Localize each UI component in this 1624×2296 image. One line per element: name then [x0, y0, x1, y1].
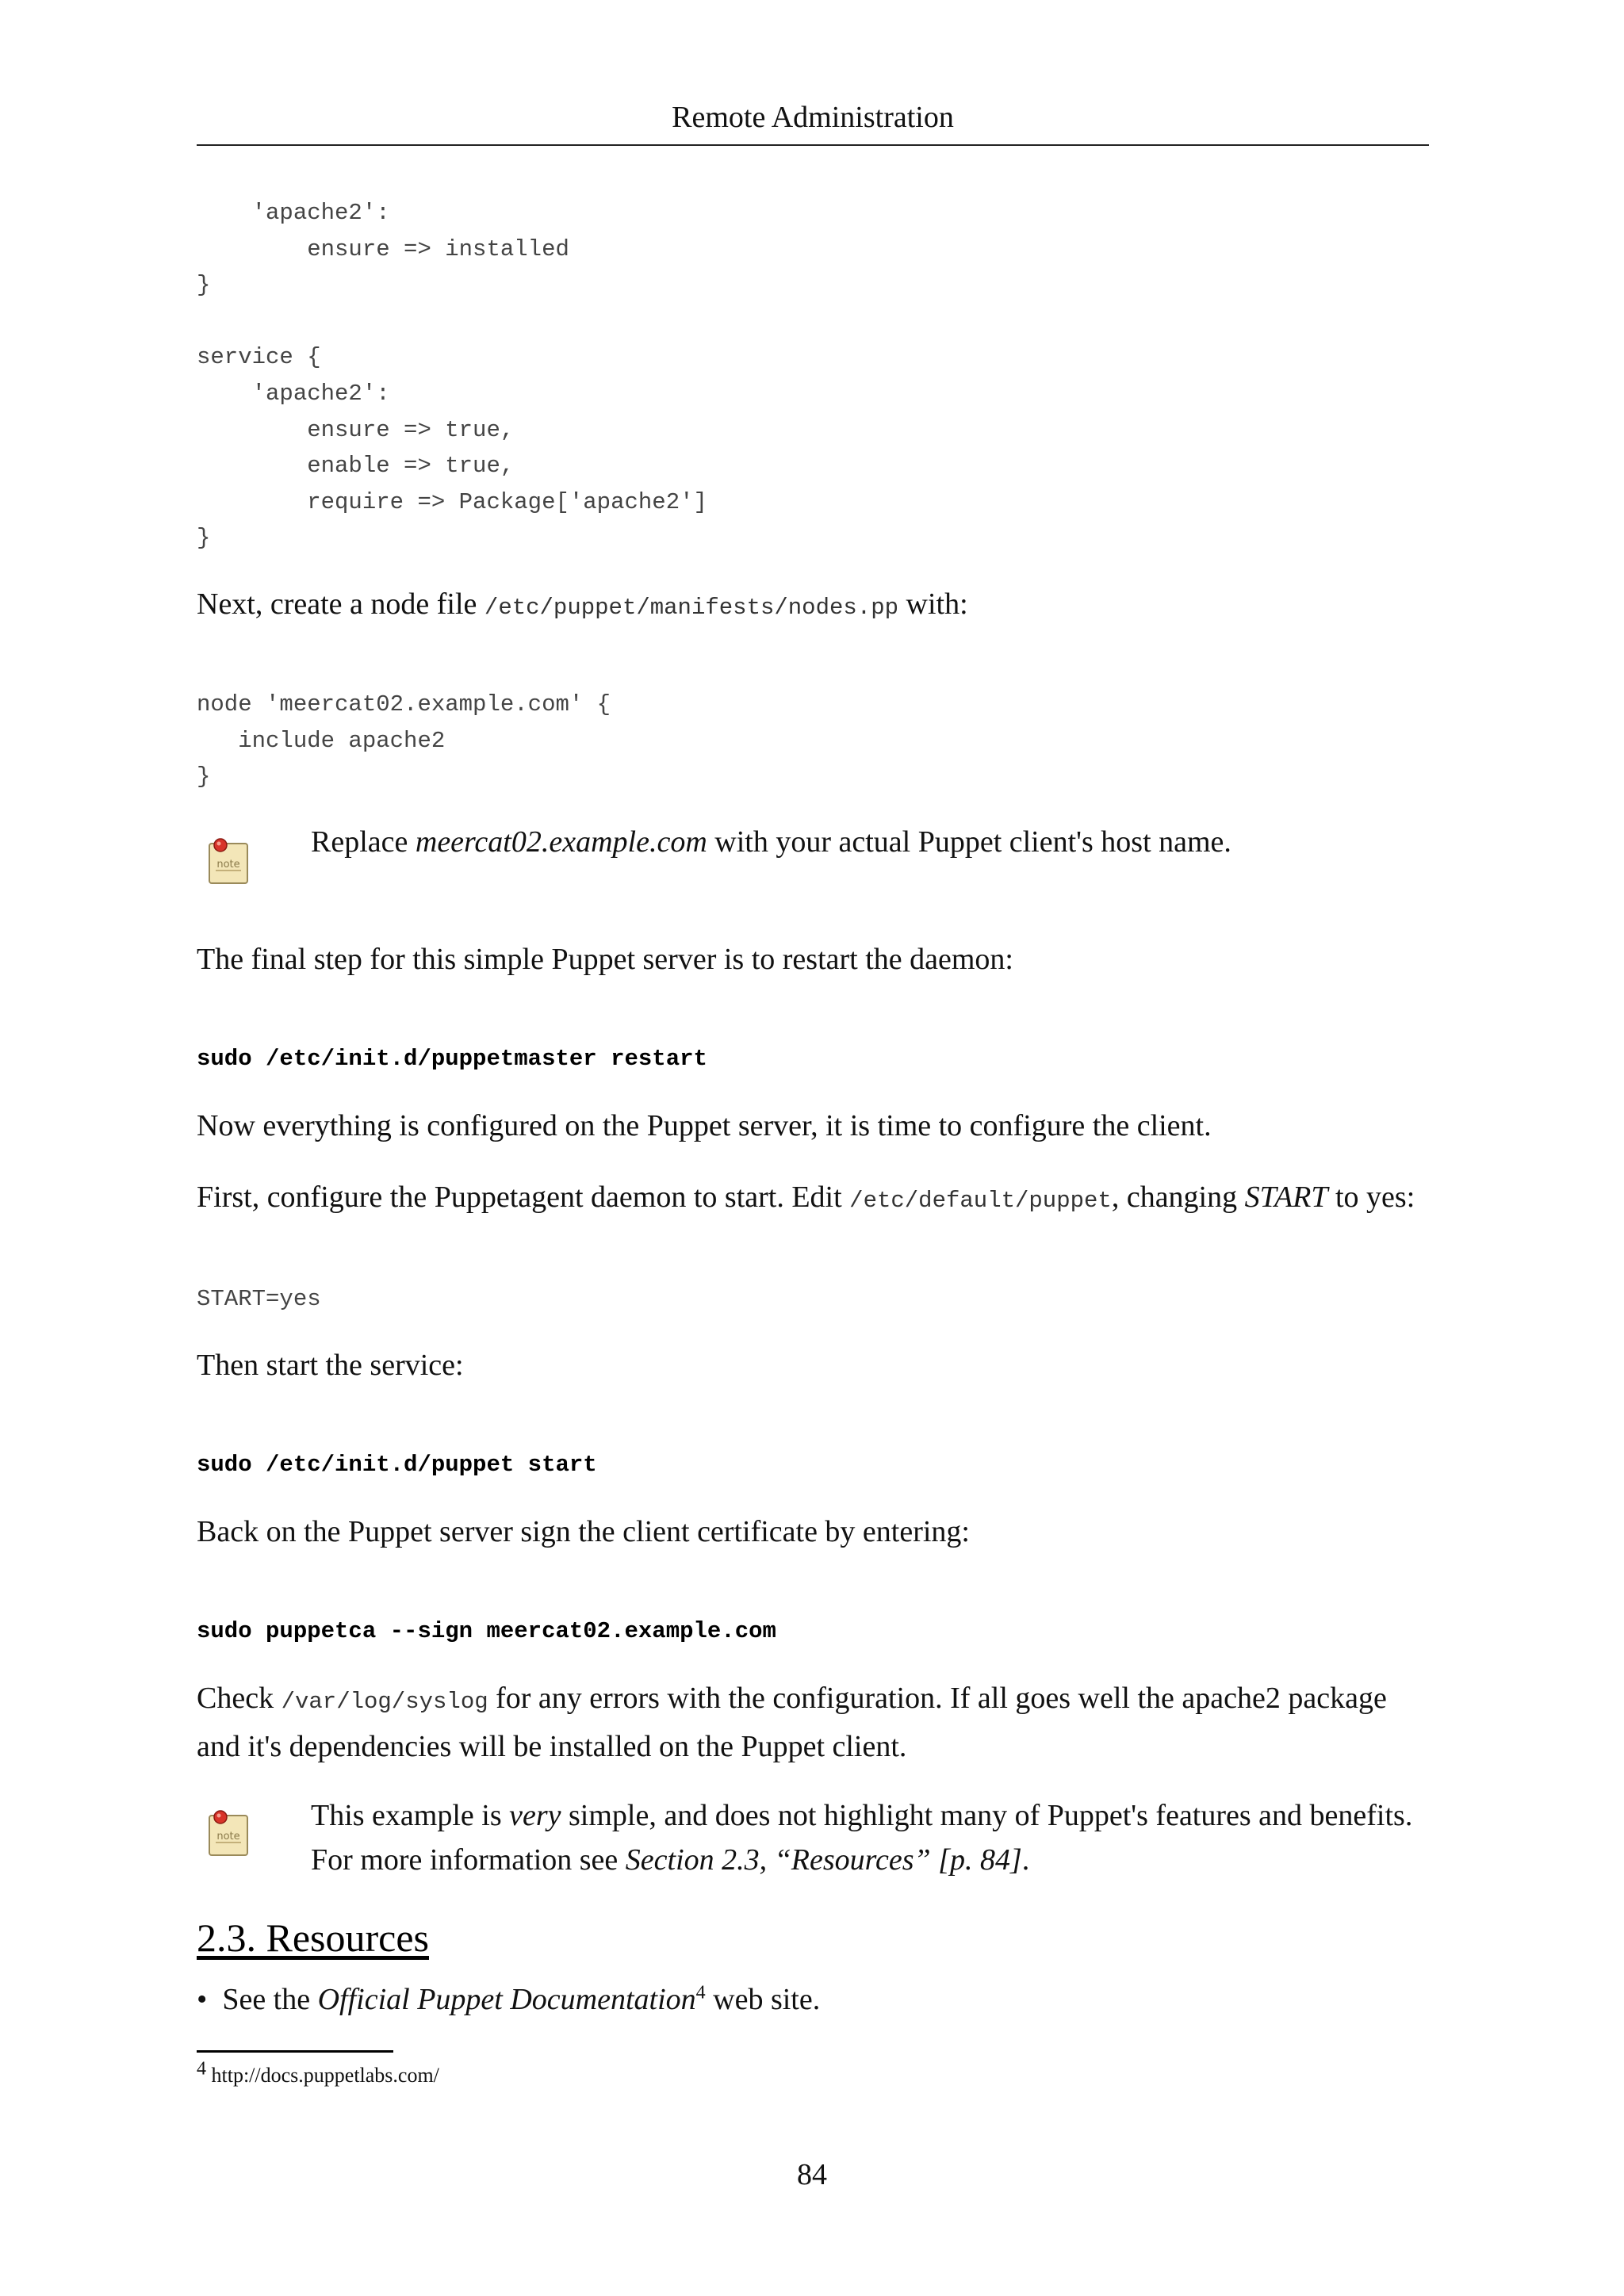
- code-block-apache-manifest: [197, 195, 707, 557]
- text: This example is: [311, 1799, 510, 1832]
- command-restart-puppetmaster: sudo /etc/init.d/puppetmaster restart: [197, 1046, 707, 1072]
- paragraph-first-configure: [197, 1175, 1465, 1223]
- footnote-divider: [197, 2050, 393, 2053]
- paragraph-check-syslog: [197, 1676, 1434, 1769]
- svg-text:note: note: [216, 1831, 240, 1843]
- note-replace-hostname: [311, 820, 1437, 864]
- documentation-link[interactable]: Official Puppet Documentation: [317, 1983, 696, 2016]
- paragraph-then-start: Then start the service:: [197, 1349, 464, 1382]
- footnote-ref[interactable]: 4: [695, 1982, 706, 2003]
- text: Replace: [311, 825, 416, 859]
- code-lines: 'apache2': ensure => installed } service { 'apache2': ensure => true, enable => true, require => Package['apache2'] }: [197, 200, 707, 552]
- text: to yes:: [1327, 1181, 1415, 1214]
- file-path: /etc/default/puppet: [849, 1188, 1112, 1214]
- text: See the: [222, 1983, 318, 2016]
- emphasis: meercat02.example.com: [415, 825, 707, 859]
- file-path: /var/log/syslog: [281, 1689, 488, 1715]
- text: with:: [898, 587, 968, 621]
- text: web site.: [705, 1983, 821, 2016]
- running-header: Remote Administration: [197, 97, 1429, 146]
- paragraph-sign-certificate: Back on the Puppet server sign the client certificate by entering:: [197, 1515, 970, 1548]
- footnote-number: 4: [197, 2058, 206, 2080]
- note-icon: [205, 1808, 252, 1858]
- file-path: /etc/puppet/manifests/nodes.pp: [484, 595, 899, 621]
- paragraph-final-step: The final step for this simple Puppet server is to restart the daemon:: [197, 943, 1013, 976]
- svg-text:note: note: [216, 859, 240, 871]
- paragraph-node-file: [197, 582, 1434, 630]
- text: , changing: [1111, 1181, 1245, 1214]
- text: for any errors with the configuration. If all goes well the apache2 package and it's dependencies will be installed on the Puppet client.: [197, 1682, 1387, 1763]
- code-start-yes: START=yes: [197, 1286, 321, 1312]
- note-icon: [205, 836, 252, 886]
- emphasis: START: [1244, 1181, 1328, 1214]
- text: .: [1021, 1843, 1030, 1877]
- command-start-puppet: sudo /etc/init.d/puppet start: [197, 1452, 597, 1478]
- text: with your actual Puppet client's host name.: [707, 825, 1231, 859]
- text: simple, and does not highlight many of Puppet's features and benefits. For more information see: [311, 1799, 1413, 1877]
- text: Check: [197, 1682, 282, 1715]
- code-block-node: [197, 687, 611, 795]
- emphasis: very: [509, 1799, 561, 1832]
- section-link[interactable]: Section 2.3, “Resources” [p. 84]: [625, 1843, 1022, 1877]
- command-sign-certificate: sudo puppetca --sign meercat02.example.com: [197, 1618, 776, 1644]
- code-lines: node 'meercat02.example.com' { include apache2 }: [197, 691, 611, 790]
- text: First, configure the Puppetagent daemon to start. Edit: [197, 1181, 850, 1214]
- text: Next, create a node file: [197, 587, 485, 621]
- note-simple-example: [311, 1793, 1437, 1882]
- footnote-url[interactable]: http://docs.puppetlabs.com/: [211, 2064, 439, 2087]
- bullet-list-item: [197, 1977, 1434, 2022]
- section-heading: 2.3. Resources: [197, 1915, 429, 1960]
- footnote: [197, 2058, 439, 2090]
- paragraph-configured: Now everything is configured on the Puppet server, it is time to configure the client.: [197, 1109, 1212, 1142]
- bullet-icon: •: [197, 1983, 223, 2016]
- page-number: 84: [797, 2158, 827, 2191]
